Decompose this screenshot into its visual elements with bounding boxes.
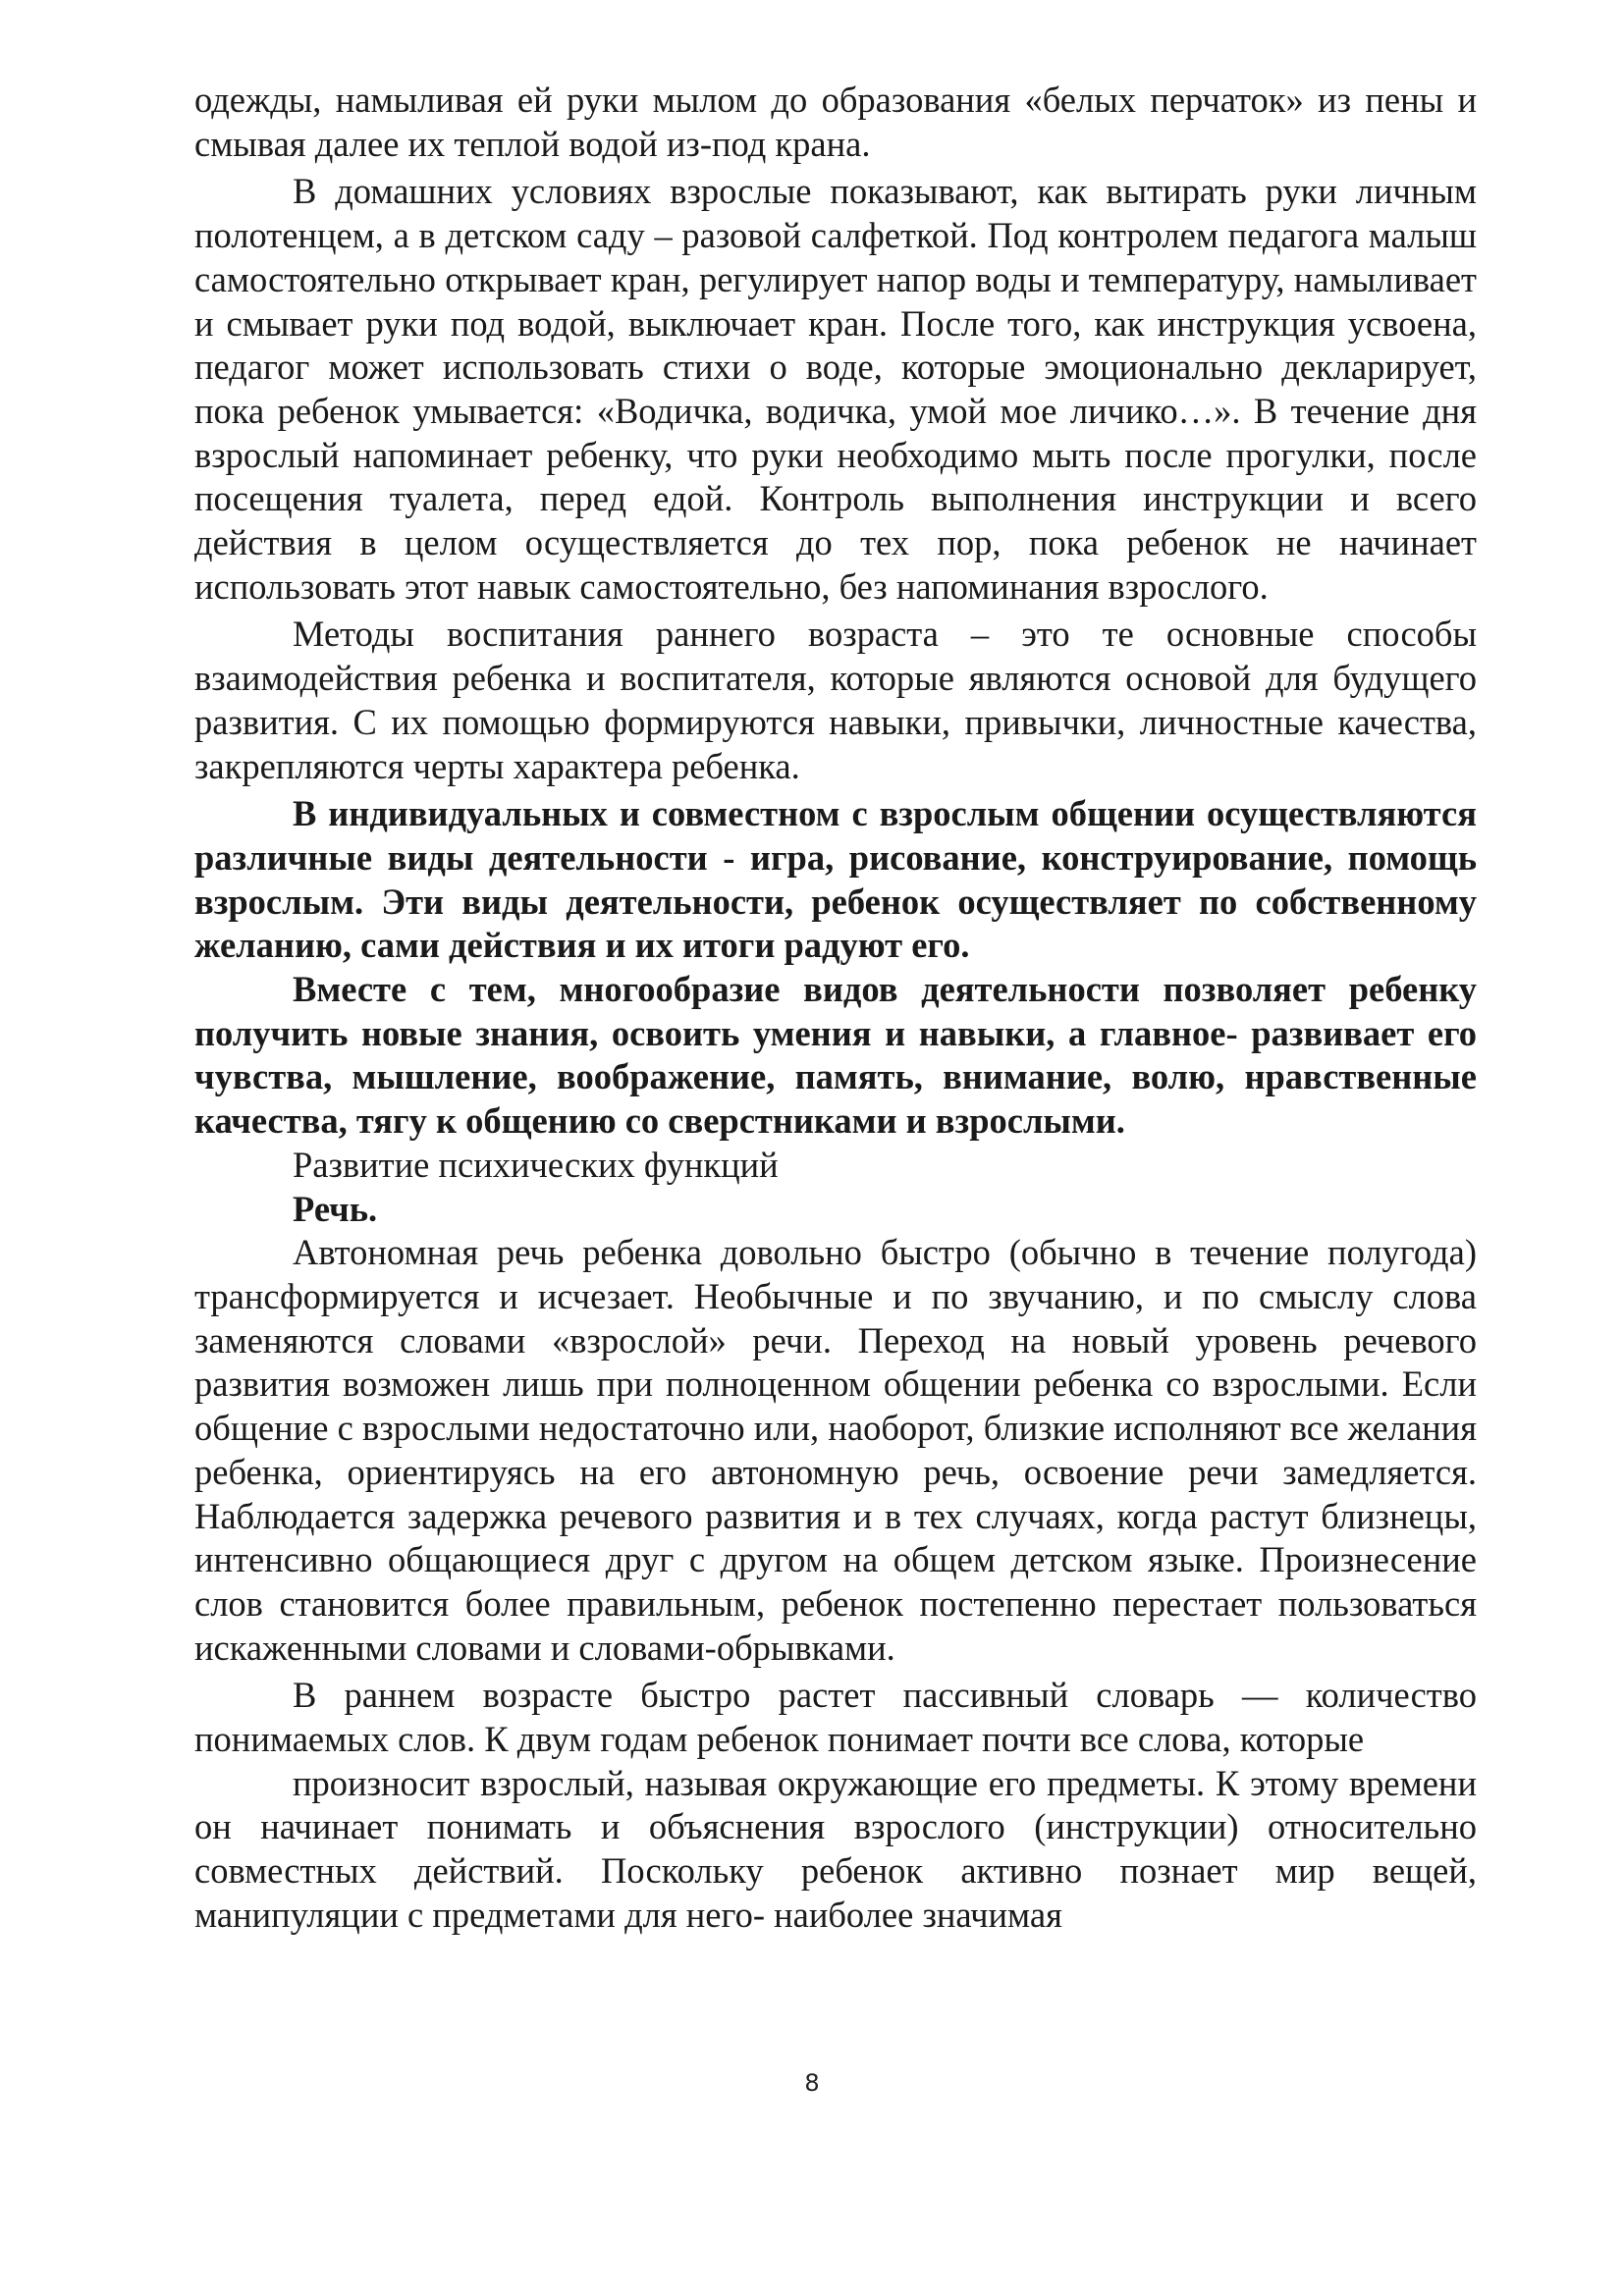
paragraph-understanding: произносит взрослый, называя окружающие его предметы. К этому времени он начинает понимать и объяснения взрослого (инструкции) относительно совместных действий. Поскольку ребенок активно познает мир вещей, манипуляции с предметами для него- наиболее значимая: [194, 1762, 1477, 1935]
section-heading-speech: Речь.: [293, 1188, 378, 1229]
page-number: 8: [804, 2069, 820, 2097]
paragraph-continuation: одежды, намыливая ей руки мылом до образования «белых перчаток» из пены и смывая далее их теплой водой из-под крана.: [194, 80, 1477, 164]
page-body: [194, 79, 1477, 1942]
paragraph-activities-bold: В индивидуальных и совместном с взрослым общении осуществляются различные виды деятельности - игра, рисование, конструирование, помощь взрослым. Эти виды деятельности, ребенок осуществляет по собственному желанию, сами действия и их итоги радуют его.: [194, 793, 1477, 966]
paragraph-handwashing: В домашних условиях взрослые показывают, как вытирать руки личным полотенцем, а в детском саду – разовой салфеткой. Под контролем педагога малыш самостоятельно открывает кран, регулирует напор воды и температуру, намыливает и смывает руки под водой, выключает кран. После того, как инструкция усвоена, педагог может использовать стихи о воде, которые эмоционально декларирует, пока ребенок умывается: «Водичка, водичка, умой мое личико…». В течение дня взрослый напоминает ребенку, что руки необходимо мыть после прогулки, после посещения туалета, перед едой. Контроль выполнения инструкции и всего действия в целом осуществляется до тех пор, пока ребенок не начинает использовать этот навык самостоятельно, без напоминания взрослого.: [194, 171, 1477, 607]
paragraph-passive-vocabulary: В раннем возрасте быстро растет пассивный словарь — количество понимаемых слов. К двум годам ребенок понимает почти все слова, которые: [194, 1675, 1477, 1760]
paragraph-autonomous-speech: Автономная речь ребенка довольно быстро (обычно в течение полугода) трансформируется и исчезает. Необычные и по звучанию, и по смыслу слова заменяются словами «взрослой» речи. Переход на новый уровень речевого развития возможен лишь при полноценном общении ребенка со взрослыми. Если общение с взрослыми недостаточно или, наоборот, близкие исполняют все желания ребенка, ориентируясь на его автономную речь, освоение речи замедляется. Наблюдается задержка речевого развития и в тех случаях, когда растут близнецы, интенсивно общающиеся друг с другом на общем детском языке. Произнесение слов становится более правильным, ребенок постепенно перестает пользоваться искаженными словами и словами-обрывками.: [194, 1232, 1477, 1668]
paragraph-diversity-bold: Вместе с тем, многообразие видов деятельности позволяет ребенку получить новые знания, освоить умения и навыки, а главное- развивает его чувства, мышление, воображение, память, внимание, волю, нравственные качества, тягу к общению со сверстниками и взрослыми.: [194, 969, 1477, 1142]
section-heading-mental-functions: Развитие психических функций: [293, 1144, 779, 1185]
paragraph-methods: Методы воспитания раннего возраста – это те основные способы взаимодействия ребенка и воспитателя, которые являются основой для будущего развития. С их помощью формируются навыки, привычки, личностные качества, закрепляются черты характера ребенка.: [194, 614, 1477, 786]
